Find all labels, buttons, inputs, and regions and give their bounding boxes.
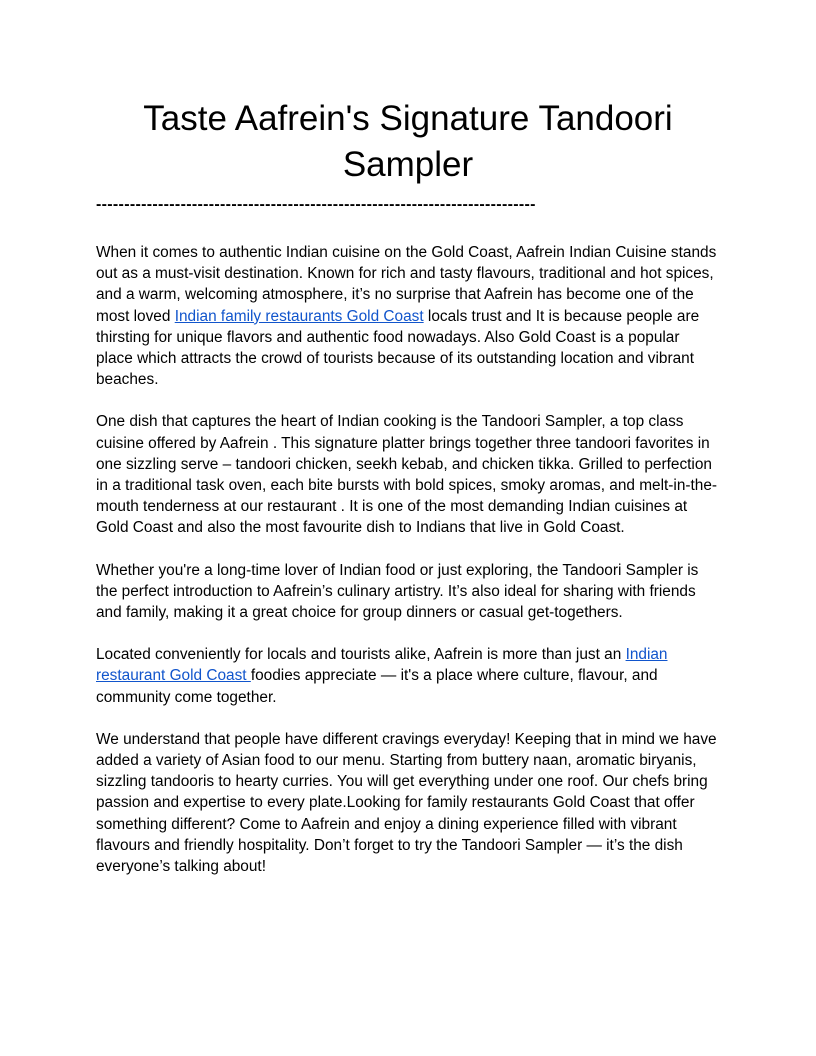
- paragraph-location-text-before: Located conveniently for locals and tourists alike, Aafrein is more than just an: [96, 646, 626, 664]
- paragraph-intro-text-before: When it comes to authentic Indian cuisine on the Gold Coast, Aafrein Indian Cuisine stands out as a must-visit destination. Known for rich and tasty flavours, traditional and hot spices, and a warm, welcoming atmosphere, it’s no surprise that Aafrein has become one of the most loved: [96, 244, 717, 325]
- paragraph-intro: [96, 242, 720, 390]
- paragraph-menu-variety: We understand that people have different cravings everyday! Keeping that in mind we have added a variety of Asian food to our menu. Starting from buttery naan, aromatic biryanis, sizzling tandooris to hearty curries. You will get everything under one roof. Our chefs bring passion and expertise to every plate.Looking for family restaurants Gold Coast that offer something different? Come to Aafrein and enjoy a dining experience filled with vibrant flavours and friendly hospitality. Don’t forget to try the Tandoori Sampler — it’s the dish everyone’s talking about!: [96, 730, 717, 876]
- paragraph-location-text-after: foodies appreciate — it's a place where culture, flavour, and community come together.: [96, 667, 658, 706]
- paragraph-culinary-artistry: Whether you're a long-time lover of Indian food or just exploring, the Tandoori Sampler is the perfect introduction to Aafrein’s culinary artistry. It’s also ideal for sharing with friends and family, making it a great choice for group dinners or casual get-togethers.: [96, 561, 699, 622]
- title-divider: ------------------------------------------------------------------------------: [96, 196, 536, 213]
- paragraph-tandoori-sampler: One dish that captures the heart of Indian cooking is the Tandoori Sampler, a top class cuisine offered by Aafrein . This signature platter brings together three tandoori favorites in one sizzling serve – tandoori chicken, seekh kebab, and chicken tikka. Grilled to perfection in a traditional task oven, each bite bursts with bold spices, smoky aromas, and melt-in-the-mouth tenderness at our restaurant . It is one of the most demanding Indian cuisines at Gold Coast and also the most favourite dish to Indians that live in Gold Coast.: [96, 413, 718, 537]
- paragraph-intro-text-after: locals trust and It is because people are thirsting for unique flavors and authentic food nowadays. Also Gold Coast is a popular place which attracts the crowd of tourists because of its outstanding location and vibrant beaches.: [96, 307, 700, 389]
- paragraph-location: [96, 644, 720, 708]
- link-indian-family-restaurants[interactable]: Indian family restaurants Gold Coast: [174, 307, 424, 325]
- link-indian-restaurant-gold-coast[interactable]: Indian restaurant Gold Coast: [96, 646, 668, 685]
- article-body: [96, 242, 720, 898]
- page-title: Taste Aafrein's Signature Tandoori Sampler: [143, 99, 673, 184]
